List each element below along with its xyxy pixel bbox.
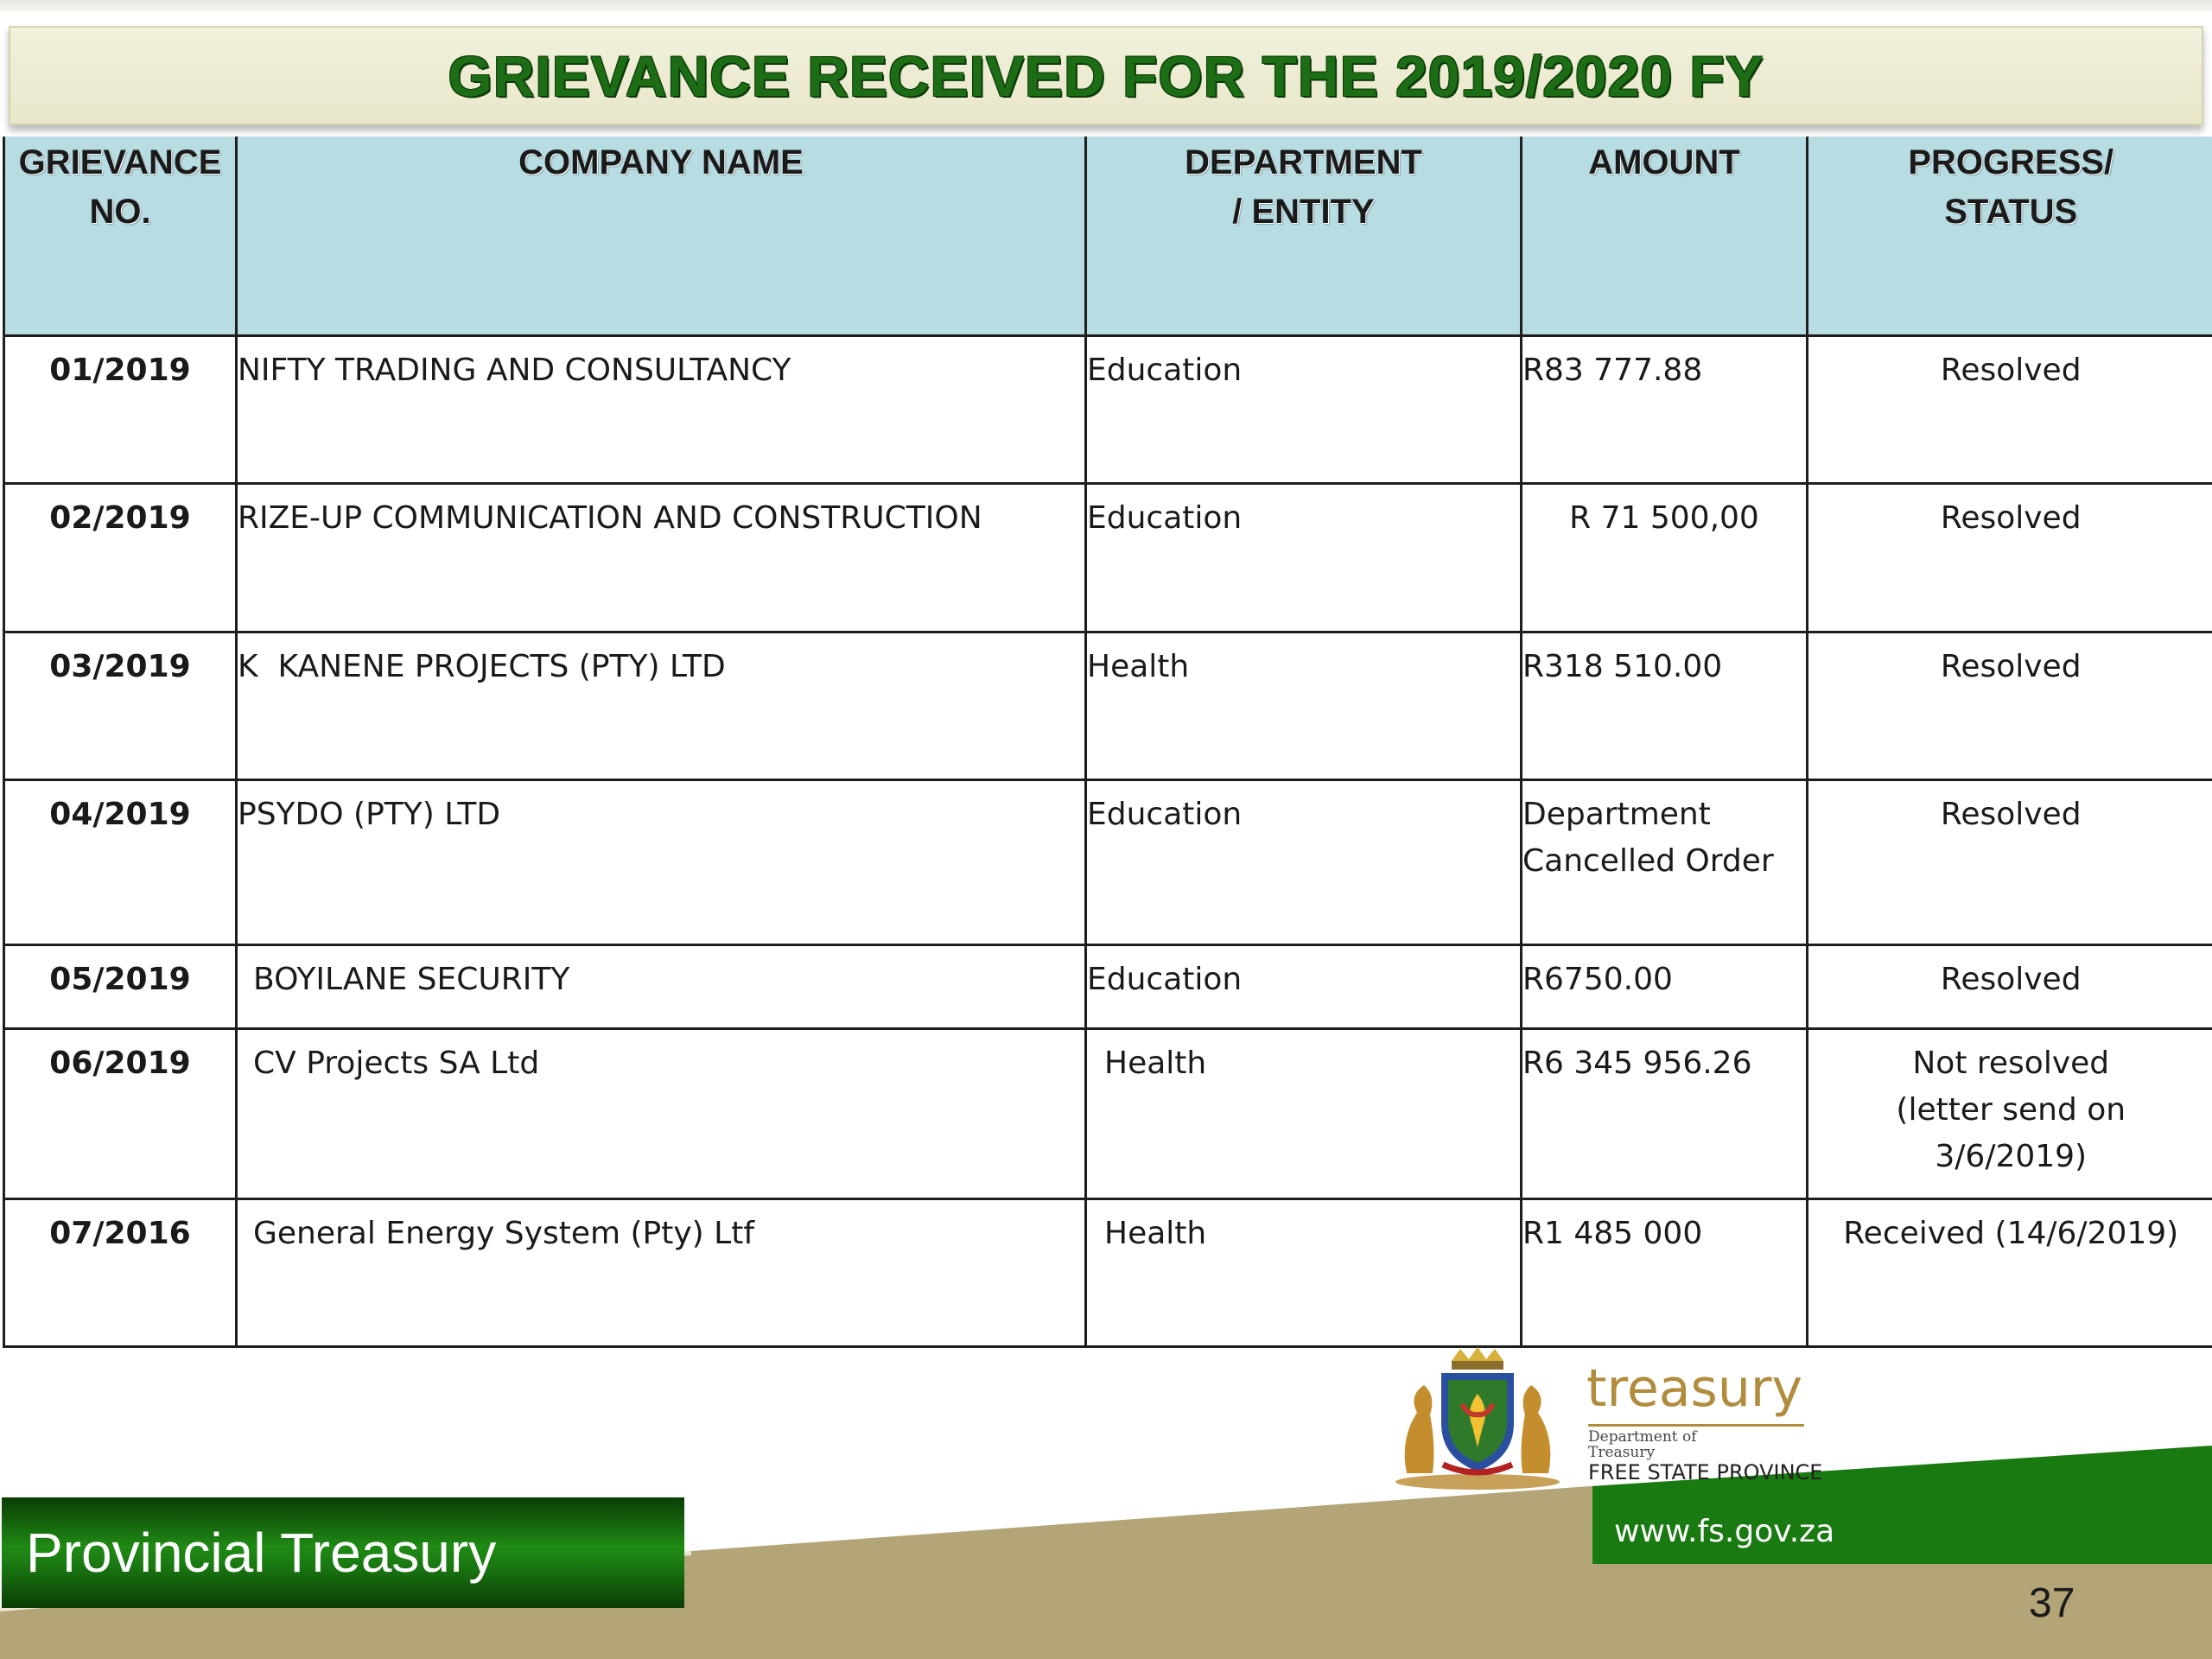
amount: R1 485 000: [1522, 1198, 1808, 1346]
company-name: PSYDO (PTY) LTD: [237, 779, 1086, 944]
page-number: 37: [2029, 1580, 2075, 1626]
department: Education: [1086, 483, 1522, 632]
amount: R 71 500,00: [1522, 483, 1808, 632]
department: Health: [1086, 1198, 1522, 1346]
header-grievance-no: GRIEVANCE NO.: [4, 137, 237, 335]
company-name: CV Projects SA Ltd: [237, 1028, 1086, 1198]
status: Not resolved (letter send on 3/6/2019): [1808, 1028, 2212, 1198]
table-row: [4, 335, 2212, 483]
status: Received (14/6/2019): [1808, 1198, 2212, 1346]
status: Resolved: [1808, 335, 2212, 483]
provincial-treasury-label: Provincial Treasury: [26, 1522, 497, 1584]
header-department: DEPARTMENT / ENTITY: [1086, 137, 1522, 335]
department: Education: [1086, 944, 1522, 1028]
table-header-row: [4, 137, 2212, 335]
table-row: [4, 1198, 2212, 1346]
header-status: PROGRESS/ STATUS: [1808, 137, 2212, 335]
brand-department-text: Department of Treasury: [1588, 1428, 1697, 1461]
table-row: [4, 944, 2212, 1028]
slide-title: GRIEVANCE RECEIVED FOR THE 2019/2020 FY: [448, 43, 1764, 108]
table-row: [4, 779, 2212, 944]
grievance-no: 06/2019: [4, 1028, 237, 1198]
brand-province-text: FREE STATE PROVINCE: [1588, 1460, 1823, 1484]
company-name: NIFTY TRADING AND CONSULTANCY: [237, 335, 1086, 483]
treasury-brand-word: treasury: [1586, 1358, 1803, 1419]
grievance-no: 02/2019: [4, 483, 237, 632]
amount: R83 777.88: [1522, 335, 1808, 483]
department: Education: [1086, 779, 1522, 944]
free-state-coat-of-arms-icon: [1382, 1344, 1573, 1495]
amount: R6750.00: [1522, 944, 1808, 1028]
header-company-name: COMPANY NAME: [237, 137, 1086, 335]
amount: Department Cancelled Order: [1522, 779, 1808, 944]
title-banner: [9, 26, 2203, 125]
company-name: General Energy System (Pty) Ltf: [237, 1198, 1086, 1346]
department: Health: [1086, 1028, 1522, 1198]
status: Resolved: [1808, 632, 2212, 779]
grievance-no: 01/2019: [4, 335, 237, 483]
table-row: [4, 483, 2212, 632]
company-name: BOYILANE SECURITY: [237, 944, 1086, 1028]
status: Resolved: [1808, 483, 2212, 632]
grievance-no: 04/2019: [4, 779, 237, 944]
table-row: [4, 1028, 2212, 1198]
company-name: K KANENE PROJECTS (PTY) LTD: [237, 632, 1086, 779]
department: Health: [1086, 632, 1522, 779]
grievance-no: 07/2016: [4, 1198, 237, 1346]
grievance-no: 03/2019: [4, 632, 237, 779]
status: Resolved: [1808, 944, 2212, 1028]
provincial-treasury-banner: [2, 1497, 684, 1608]
amount: R6 345 956.26: [1522, 1028, 1808, 1198]
table-row: [4, 632, 2212, 779]
top-strip: [0, 0, 2212, 12]
amount: R318 510.00: [1522, 632, 1808, 779]
header-amount: AMOUNT: [1522, 137, 1808, 335]
grievance-no: 05/2019: [4, 944, 237, 1028]
department: Education: [1086, 335, 1522, 483]
grievance-table: [3, 137, 2212, 1348]
website-url: www.fs.gov.za: [1614, 1514, 1835, 1549]
company-name: RIZE-UP COMMUNICATION AND CONSTRUCTION: [237, 483, 1086, 632]
status: Resolved: [1808, 779, 2212, 944]
brand-divider: [1588, 1424, 1804, 1427]
